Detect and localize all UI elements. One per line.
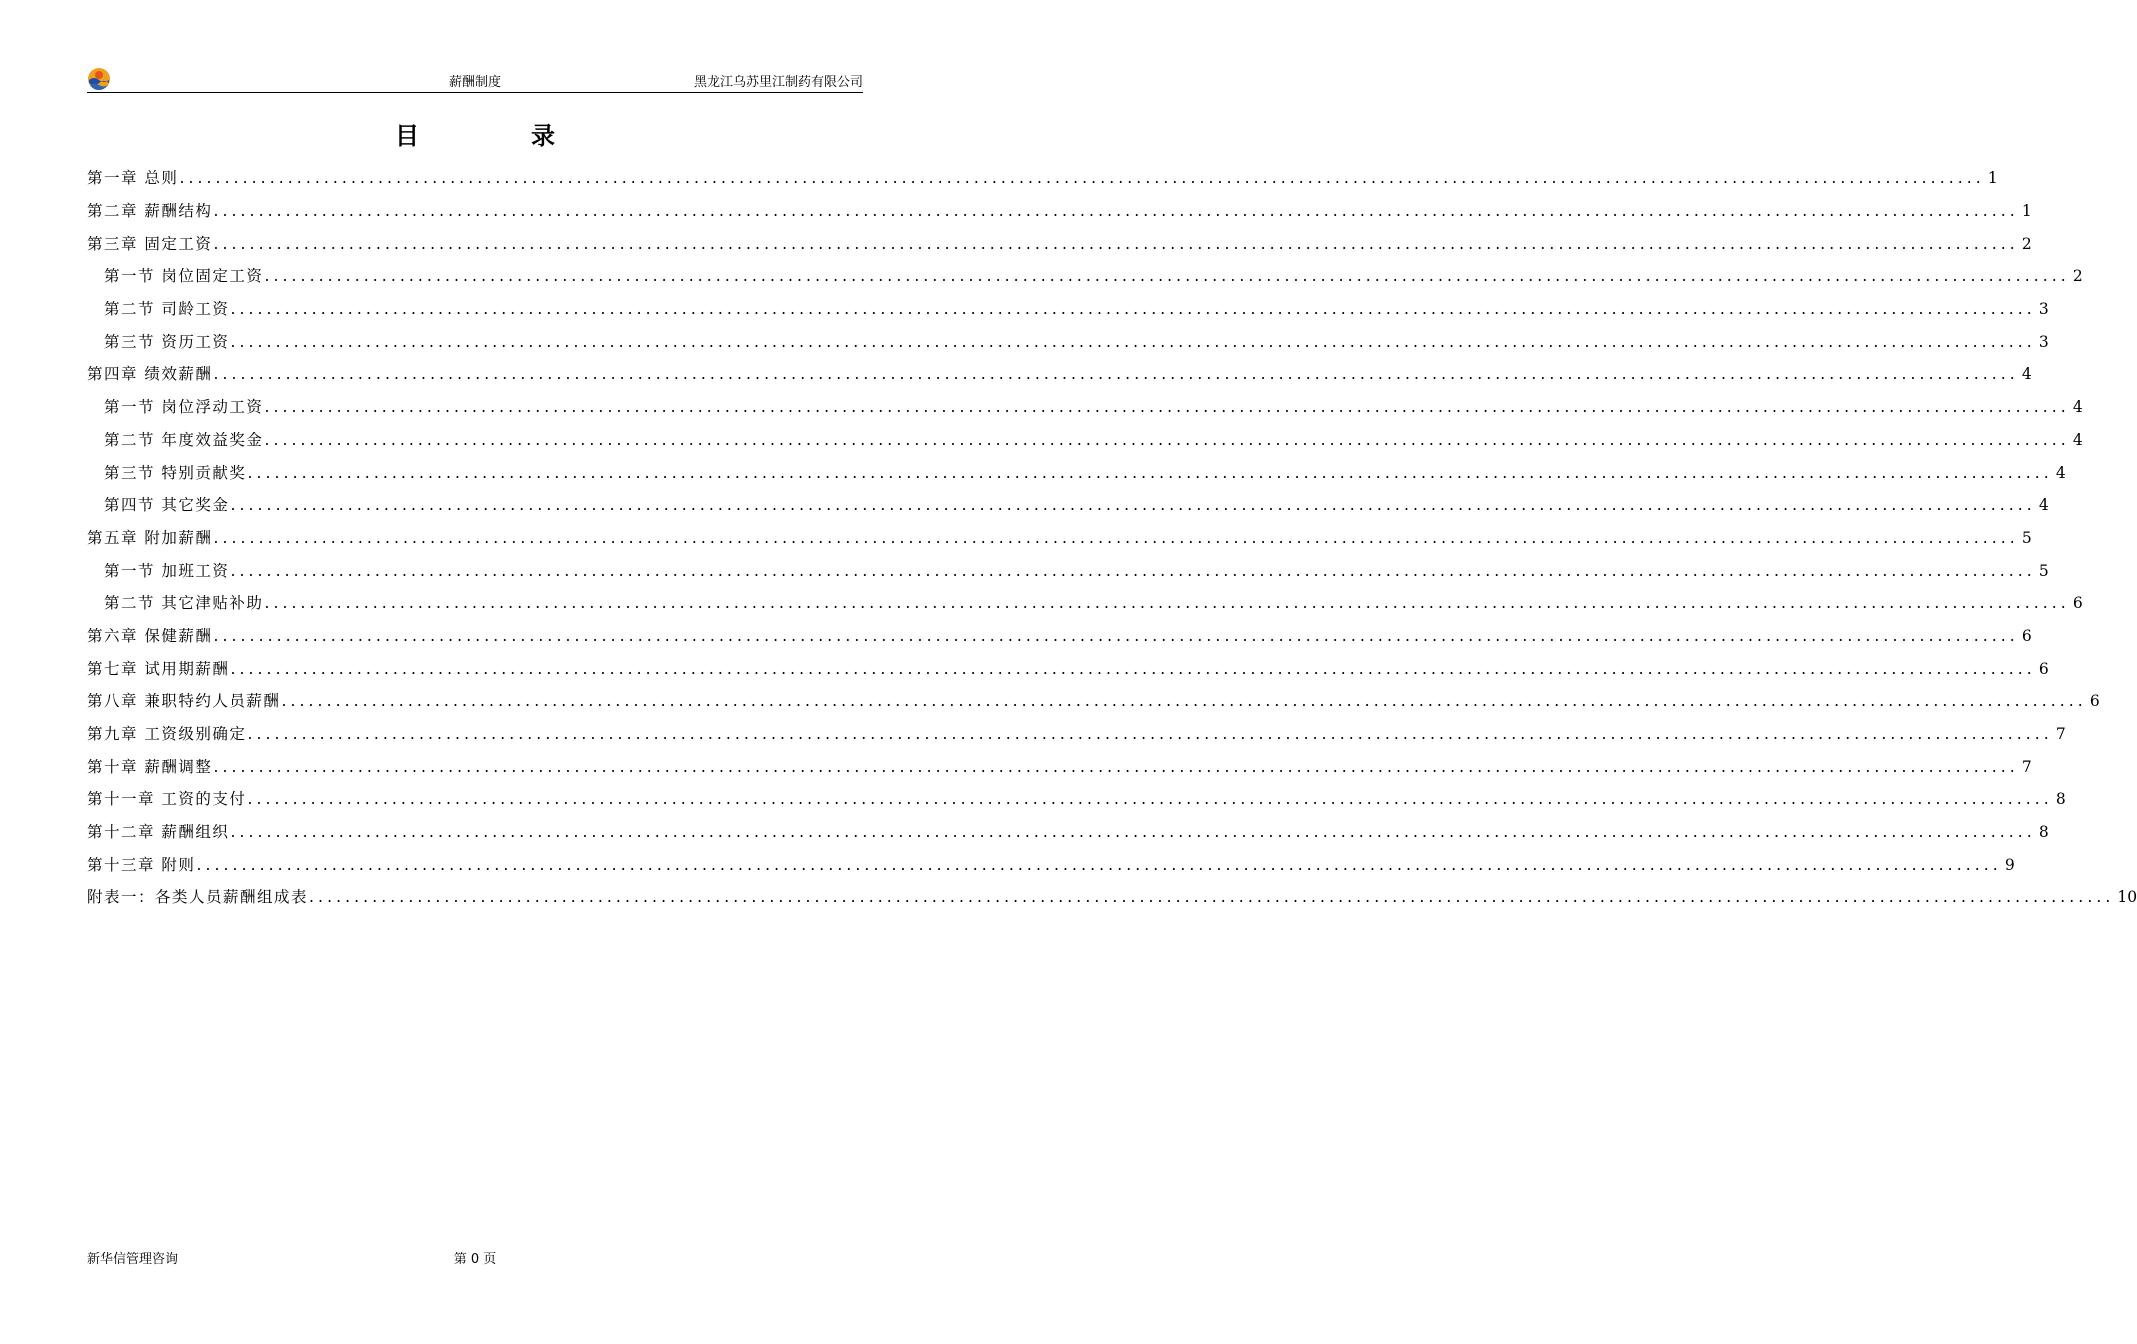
toc-entry[interactable] [87,522,2032,555]
toc-entry-label: 第四节 其它奖金 [104,496,230,515]
toc-entry-label: 第三章 固定工资 [87,234,213,253]
toc-leader-dots: ........................................................................................................................................................................................................ [247,463,2053,482]
toc-entry-page: 10 [2117,888,2137,907]
toc-leader-dots: ........................................................................................................................................................................................................ [264,430,2070,449]
toc-entry-label: 附表一：各类人员薪酬组成表 [87,888,309,907]
toc-entry-page: 3 [2038,300,2049,319]
toc-entry-label: 第八章 兼职特约人员薪酬 [87,692,281,711]
toc-entry[interactable] [87,554,2049,587]
toc-entry[interactable] [87,718,2066,751]
toc-entry[interactable] [87,391,2083,424]
header-company: 黑龙江乌苏里江制药有限公司 [693,75,863,90]
toc-leader-dots: ........................................................................................................................................................................................................ [213,234,2019,253]
toc-leader-dots: ........................................................................................................................................................................................................ [230,561,2036,580]
toc-entry-page: 4 [2038,496,2049,515]
toc-entry-label: 第九章 工资级别确定 [87,725,247,744]
header-title: 薪酬制度 [448,75,501,90]
toc-leader-dots: ........................................................................................................................................................................................................ [247,790,2053,809]
toc-entry-label: 第一节 岗位浮动工资 [104,398,264,417]
toc-entry-label: 第四章 绩效薪酬 [87,365,213,384]
toc-entry-label: 第十三章 附则 [87,855,196,874]
toc-entry-page: 7 [2021,757,2032,776]
toc-entry[interactable] [87,881,2137,914]
toc-leader-dots: ........................................................................................................................................................................................................ [213,757,2019,776]
toc-entry-page: 8 [2038,823,2049,842]
toc-entry[interactable] [87,848,2015,881]
toc-entry[interactable] [87,750,2032,783]
toc-entry-label: 第二节 年度效益奖金 [104,430,264,449]
toc-entry-page: 7 [2055,725,2066,744]
toc-entry[interactable] [87,195,2032,228]
toc-leader-dots: ........................................................................................................................................................................................................ [230,496,2036,515]
toc-entry-page: 5 [2021,528,2032,547]
toc-leader-dots: ........................................................................................................................................................................................................ [213,626,2019,645]
toc-entry-label: 第五章 附加薪酬 [87,528,213,547]
toc-entry[interactable] [87,358,2032,391]
toc-leader-dots: ........................................................................................................................................................................................................ [309,888,2115,907]
toc-entry-page: 3 [2038,332,2049,351]
toc-entry[interactable] [87,489,2049,522]
toc-entry-label: 第十章 薪酬调整 [87,757,213,776]
toc-leader-dots: ........................................................................................................................................................................................................ [264,398,2070,417]
toc-entry-page: 6 [2089,692,2100,711]
toc-entry-label: 第二节 司龄工资 [104,300,230,319]
toc-leader-dots: ........................................................................................................................................................................................................ [230,823,2036,842]
footer-page-number: 第 0 页 [453,1252,497,1267]
toc-leader-dots: ........................................................................................................................................................................................................ [213,202,2019,221]
toc-entry-page: 4 [2021,365,2032,384]
toc-leader-dots: ........................................................................................................................................................................................................ [179,169,1985,188]
toc-entry-label: 第六章 保健薪酬 [87,626,213,645]
toc-leader-dots: ........................................................................................................................................................................................................ [230,659,2036,678]
toc-entry[interactable] [87,783,2066,816]
toc-entry[interactable] [87,652,2049,685]
toc-leader-dots: ........................................................................................................................................................................................................ [264,267,2070,286]
toc-entry-label: 第一章 总则 [87,169,179,188]
toc-leader-dots: ........................................................................................................................................................................................................ [230,332,2036,351]
toc-entry-page: 5 [2038,561,2049,580]
toc-entry-page: 1 [2021,202,2032,221]
toc-entry[interactable] [87,587,2083,620]
toc-entry-page: 2 [2021,234,2032,253]
toc-entry-page: 2 [2072,267,2083,286]
page-header [87,64,863,93]
toc-entry-page: 4 [2072,398,2083,417]
toc-title: 目录 [395,122,667,150]
toc-entry[interactable] [87,620,2032,653]
toc-entry-label: 第十一章 工资的支付 [87,790,247,809]
toc-entry-page: 4 [2072,430,2083,449]
toc-entry-page: 6 [2072,594,2083,613]
toc-entry-label: 第七章 试用期薪酬 [87,659,230,678]
toc-entry-page: 9 [2004,855,2015,874]
table-of-contents [87,162,2137,914]
toc-entry[interactable] [87,162,1998,195]
toc-leader-dots: ........................................................................................................................................................................................................ [213,365,2019,384]
toc-entry[interactable] [87,816,2049,849]
footer-left: 新华信管理咨询 [87,1252,179,1267]
toc-leader-dots: ........................................................................................................................................................................................................ [281,692,2087,711]
toc-entry[interactable] [87,424,2083,457]
toc-entry-page: 6 [2021,626,2032,645]
toc-entry-label: 第一节 岗位固定工资 [104,267,264,286]
toc-entry-label: 第十二章 薪酬组织 [87,823,230,842]
toc-entry-label: 第二章 薪酬结构 [87,202,213,221]
toc-entry[interactable] [87,685,2100,718]
toc-entry[interactable] [87,325,2049,358]
toc-entry-page: 1 [1987,169,1998,188]
toc-leader-dots: ........................................................................................................................................................................................................ [230,300,2036,319]
toc-leader-dots: ........................................................................................................................................................................................................ [196,855,2002,874]
toc-entry[interactable] [87,227,2032,260]
toc-entry-page: 8 [2055,790,2066,809]
toc-leader-dots: ........................................................................................................................................................................................................ [213,528,2019,547]
toc-leader-dots: ........................................................................................................................................................................................................ [264,594,2070,613]
toc-entry[interactable] [87,293,2049,326]
toc-entry-label: 第三节 特别贡献奖 [104,463,247,482]
toc-entry-label: 第二节 其它津贴补助 [104,594,264,613]
toc-entry-page: 6 [2038,659,2049,678]
toc-entry-page: 4 [2055,463,2066,482]
toc-leader-dots: ........................................................................................................................................................................................................ [247,725,2053,744]
toc-entry[interactable] [87,456,2066,489]
toc-entry-label: 第一节 加班工资 [104,561,230,580]
toc-entry-label: 第三节 资历工资 [104,332,230,351]
toc-entry[interactable] [87,260,2083,293]
